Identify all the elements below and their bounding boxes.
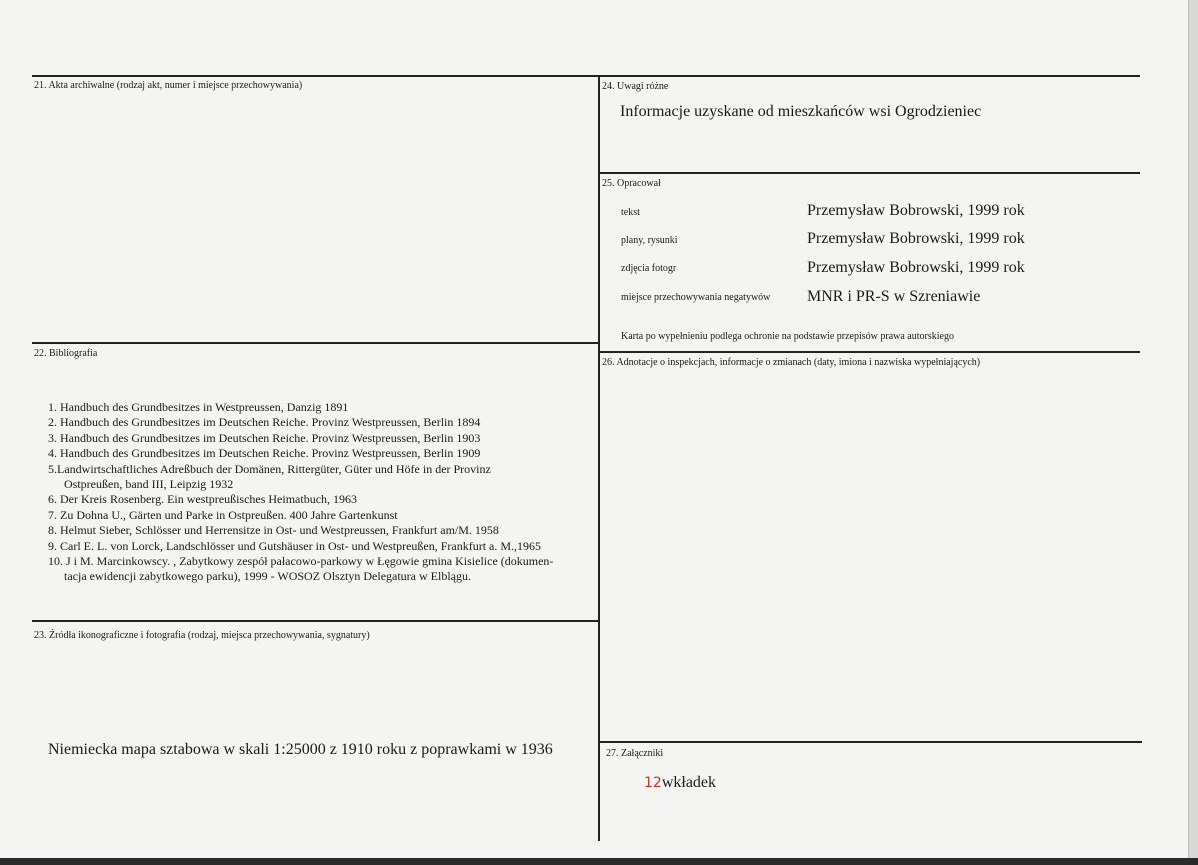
author-key-negatives: miejsce przechowywania negatywów [621, 292, 771, 303]
rule-top [32, 75, 1140, 77]
bibliography-item: 7. Zu Dohna U., Gärten und Parke in Ostpreußen. 400 Jahre Gartenkunst [48, 507, 398, 522]
section-25-label: 25. Opracował [602, 178, 661, 189]
author-key-plans: plany, rysunki [621, 235, 678, 246]
section-24-label: 24. Uwagi różne [602, 81, 669, 92]
section-24-text: Informacje uzyskane od mieszkańców wsi Ogrodzieniec [620, 103, 982, 120]
bibliography-item: 5.Landwirtschaftliches Adreßbuch der Domänen, Rittergüter, Güter und Höfe in der Provinz [48, 461, 491, 476]
author-key-photos: zdjęcia fotogr [621, 263, 677, 274]
rule-26-top [598, 351, 1140, 353]
author-value-negatives: MNR i PR-S w Szreniawie [807, 288, 981, 305]
attachment-count: 12 [644, 775, 662, 791]
rule-25-top [598, 172, 1140, 174]
author-value-text: Przemysław Bobrowski, 1999 rok [807, 202, 1025, 219]
attachments-entry [644, 773, 716, 793]
author-value-photos: Przemysław Bobrowski, 1999 rok [807, 259, 1025, 276]
bibliography-item: 6. Der Kreis Rosenberg. Ein westpreußisches Heimatbuch, 1963 [48, 492, 358, 507]
column-divider [598, 75, 600, 841]
rule-23-top [32, 620, 600, 622]
section-23-label: 23. Źródła ikonograficzne i fotografia (rodzaj, miejsca przechowywania, sygnatury) [34, 630, 370, 641]
section-22-label: 22. Bibliografia [34, 348, 98, 359]
attachment-unit: wkładek [661, 774, 717, 791]
bibliography-item: 8. Helmut Sieber, Schlösser und Herrensitze in Ost- und Westpreussen, Frankfurt am/M. 1958 [48, 523, 499, 538]
section-26-label: 26. Adnotacje o inspekcjach, informacje o zmianach (daty, imiona i nazwiska wypełniających) [602, 357, 981, 368]
rule-22-top [32, 342, 600, 344]
section-21-label: 21. Akta archiwalne (rodzaj akt, numer i miejsce przechowywania) [34, 80, 303, 91]
bibliography-item: 1. Handbuch des Grundbesitzes in Westpreussen, Danzig 1891 [48, 400, 349, 414]
author-key-text: tekst [621, 207, 640, 218]
bibliography-item: 3. Handbuch des Grundbesitzes im Deutschen Reiche. Provinz Westpreussen, Berlin 1903 [48, 430, 481, 445]
rule-27-top [600, 741, 1142, 743]
bibliography-item: Ostpreußen, band III, Leipzig 1932 [64, 477, 234, 492]
paper-edge-bottom [0, 858, 1198, 865]
author-value-plans: Przemysław Bobrowski, 1999 rok [807, 230, 1025, 247]
section-27-label: 27. Załączniki [606, 748, 664, 759]
bibliography-item: 4. Handbuch des Grundbesitzes im Deutschen Reiche. Provinz Westpreussen, Berlin 1909 [48, 446, 481, 461]
paper-edge-right [1188, 0, 1198, 865]
bibliography-item: 9. Carl E. L. von Lorck, Landschlösser und Gutshäuser in Ost- und Westpreußen, Frankfurt a. M.,1965 [48, 538, 542, 553]
copyright-note: Karta po wypełnieniu podlega ochronie na podstawie przepisów prawa autorskiego [621, 331, 954, 342]
bibliography-list [48, 400, 593, 585]
bibliography-item: 10. J i M. Marcinkowscy. , Zabytkowy zespół pałacowo-parkowy w Łęgowie gmina Kisielice (dokumen- [48, 554, 554, 569]
section-23-text: Niemiecka mapa sztabowa w skali 1:25000 z 1910 roku z poprawkami w 1936 [48, 741, 553, 758]
bibliography-item: tacja ewidencji zabytkowego parku), 1999 - WOSOZ Olsztyn Delegatura w Elblągu. [64, 569, 471, 584]
bibliography-item: 2. Handbuch des Grundbesitzes im Deutschen Reiche. Provinz Westpreussen, Berlin 1894 [48, 415, 481, 430]
